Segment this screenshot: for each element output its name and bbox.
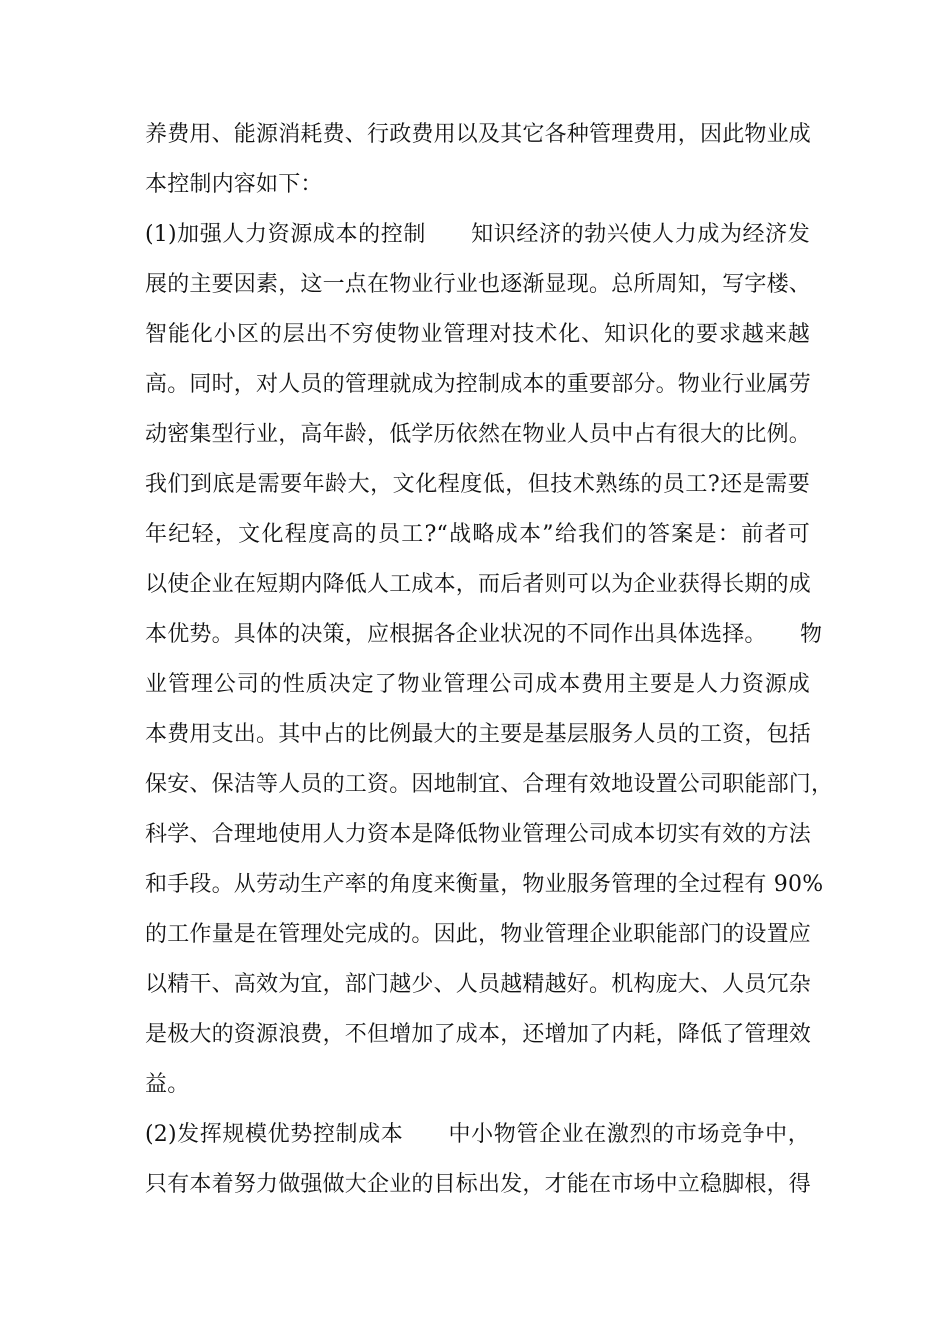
text-line: 养费用、能源消耗费、行政费用以及其它各种管理费用，因此物业成 — [145, 122, 812, 147]
text-line: 智能化小区的层出不穷使物业管理对技术化、知识化的要求越来越 — [145, 322, 810, 347]
text-line: 保安、保洁等人员的工资。因地制宜、合理有效地设置公司职能部门， — [145, 772, 834, 797]
text-line: 展的主要因素，这一点在物业行业也逐渐显现。总所周知，写字楼、 — [145, 272, 812, 297]
text-line: 和手段。从劳动生产率的角度来衡量，物业服务管理的全过程有 90% — [145, 872, 824, 897]
text-line: 高。同时，对人员的管理就成为控制成本的重要部分。物业行业属劳 — [145, 372, 812, 397]
text-line: 本优势。具体的决策，应根据各企业状况的不同作出具体选择。 物 — [145, 622, 823, 647]
text-line: (1)加强人力资源成本的控制 知识经济的勃兴使人力成为经济发 — [145, 222, 810, 247]
text-line: 本费用支出。其中占的比例最大的主要是基层服务人员的工资，包括 — [145, 722, 812, 747]
text-line: 动密集型行业，高年龄，低学历依然在物业人员中占有很大的比例。 — [145, 422, 812, 447]
text-line: 是极大的资源浪费，不但增加了成本，还增加了内耗，降低了管理效 — [145, 1022, 812, 1047]
text-line: 以使企业在短期内降低人工成本，而后者则可以为企业获得长期的成 — [145, 572, 812, 597]
text-line: 业管理公司的性质决定了物业管理公司成本费用主要是人力资源成 — [145, 672, 810, 697]
text-line: 益。 — [145, 1072, 190, 1097]
text-line: 的工作量是在管理处完成的。因此，物业管理企业职能部门的设置应 — [145, 922, 812, 947]
text-line: 科学、合理地使用人力资本是降低物业管理公司成本切实有效的方法 — [145, 822, 812, 847]
text-line: 我们到底是需要年龄大，文化程度低，但技术熟练的员工?还是需要 — [145, 472, 810, 497]
text-line: (2)发挥规模优势控制成本 中小物管企业在激烈的市场竞争中， — [145, 1122, 810, 1147]
text-line: 以精干、高效为宜，部门越少、人员越精越好。机构庞大、人员冗杂 — [145, 972, 812, 997]
text-line: 年纪轻，文化程度高的员工?“战略成本”给我们的答案是：前者可 — [145, 522, 810, 547]
text-line: 本控制内容如下： — [145, 172, 323, 197]
text-line: 只有本着努力做强做大企业的目标出发，才能在市场中立稳脚根，得 — [145, 1172, 812, 1197]
